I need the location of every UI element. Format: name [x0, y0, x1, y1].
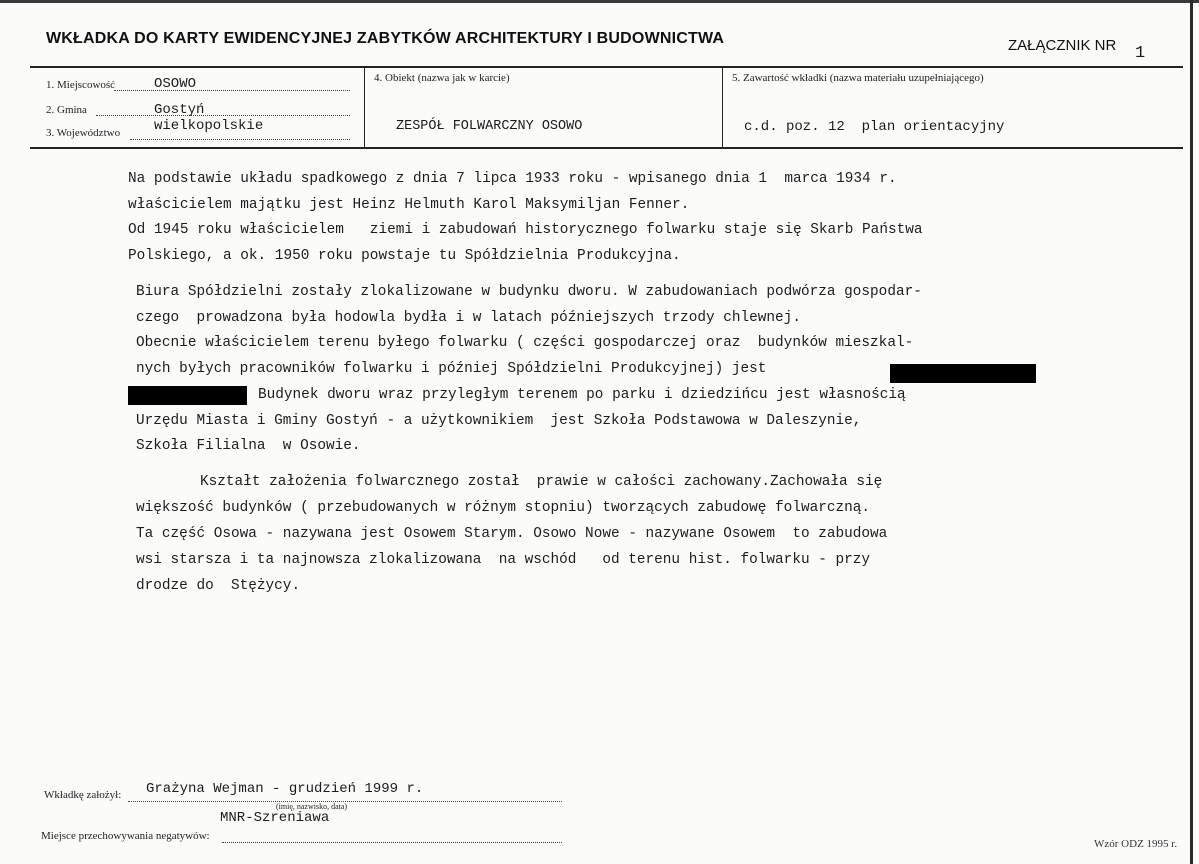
- body-line: właścicielem majątku jest Heinz Helmuth Karol Maksymiljan Fenner.: [128, 197, 690, 213]
- object-value: ZESPÓŁ FOLWARCZNY OSOWO: [396, 119, 583, 134]
- body-line: wsi starsza i ta najnowsza zlokalizowana na wschód od terenu hist. folwarku - przy: [136, 552, 871, 568]
- body-line: Urzędu Miasta i Gminy Gostyń - a użytkownikiem jest Szkoła Podstawowa w Daleszynie,: [136, 413, 862, 429]
- redaction-bar: [890, 364, 1036, 383]
- storage-value: MNR-Szreniawa: [220, 810, 330, 826]
- voivodeship-value: wielkopolskie: [154, 118, 264, 134]
- content-value: c.d. poz. 12 plan orientacyjny: [744, 119, 1005, 135]
- body-line: Polskiego, a ok. 1950 roku powstaje tu Spółdzielnia Produkcyjna.: [128, 248, 681, 264]
- scan-right-edge: [1190, 0, 1193, 864]
- commune-label: 2. Gmina: [46, 104, 87, 116]
- body-line: Na podstawie układu spadkowego z dnia 7 lipca 1933 roku - wpisanego dnia 1 marca 1934 r.: [128, 171, 897, 187]
- place-dots: [114, 90, 350, 91]
- header-rule-bottom: [30, 147, 1183, 149]
- body-line: większość budynków ( przebudowanych w różnym stopniu) tworzących zabudowę folwarczną.: [136, 500, 871, 516]
- body-line: czego prowadzona była hodowla bydła i w latach późniejszych trzody chlewnej.: [136, 310, 801, 326]
- place-value: OSOWO: [154, 76, 197, 92]
- form-code: Wzór ODZ 1995 r.: [1094, 838, 1178, 850]
- author-hint: (imię, nazwisko, data): [276, 802, 348, 811]
- body-line: Biura Spółdzielni zostały zlokalizowane w budynku dworu. W zabudowaniach podwórza gospodar-: [136, 284, 922, 300]
- body-line: Szkoła Filialna w Osowie.: [136, 438, 361, 454]
- voivodeship-dots: [130, 139, 350, 140]
- annex-number: 1: [1135, 44, 1146, 63]
- body-line: Obecnie właścicielem terenu byłego folwarku ( części gospodarczej oraz budynków mieszkal-: [136, 335, 914, 351]
- document-title: WKŁADKA DO KARTY EWIDENCYJNEJ ZABYTKÓW ARCHITEKTURY I BUDOWNICTWA: [46, 30, 725, 47]
- storage-label: Miejsce przechowywania negatywów:: [41, 830, 210, 842]
- commune-dots: [96, 115, 350, 116]
- author-label: Wkładkę założył:: [44, 789, 122, 801]
- body-line: Kształt założenia folwarcznego został prawie w całości zachowany.Zachowała się: [200, 474, 883, 490]
- voivodeship-label: 3. Województwo: [46, 127, 121, 139]
- redaction-bar: [128, 386, 247, 405]
- header-rule-top: [30, 66, 1183, 68]
- body-line: Od 1945 roku właścicielem ziemi i zabudowań historycznego folwarku staje się Skarb Państwa: [128, 222, 923, 238]
- place-label: 1. Miejscowość: [46, 79, 116, 91]
- body-line: Budynek dworu wraz przyległym terenem po parku i dziedzińcu jest własnością: [258, 387, 906, 403]
- annex-label: ZAŁĄCZNIK NR: [1008, 37, 1117, 54]
- body-line: drodze do Stężycy.: [136, 578, 301, 594]
- body-line: Ta część Osowa - nazywana jest Osowem Starym. Osowo Nowe - nazywane Osowem to zabudowa: [136, 526, 888, 542]
- header-divider-1: [364, 66, 365, 148]
- content-label: 5. Zawartość wkładki (nazwa materiału uzupełniającego): [732, 72, 984, 84]
- scan-top-edge: [0, 0, 1199, 3]
- storage-dots: [222, 842, 562, 843]
- body-line: nych byłych pracowników folwarku i później Spółdzielni Produkcyjnej) jest: [136, 361, 767, 377]
- commune-value: Gostyń: [154, 102, 205, 118]
- object-label: 4. Obiekt (nazwa jak w karcie): [374, 72, 510, 84]
- header-divider-2: [722, 66, 723, 148]
- author-value: Grażyna Wejman - grudzień 1999 r.: [146, 781, 424, 797]
